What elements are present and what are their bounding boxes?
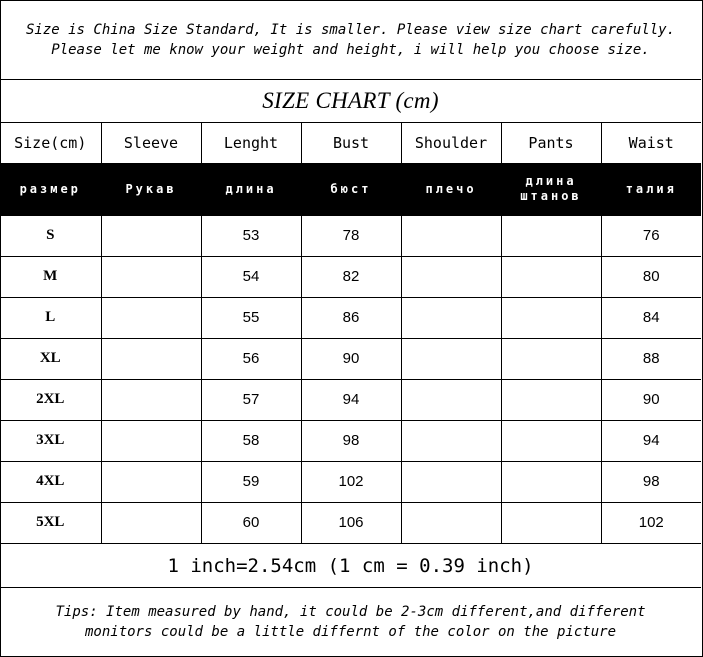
cell-waist: 84	[601, 297, 701, 338]
cell-pants	[501, 379, 601, 420]
cell-size: 5XL	[0, 502, 101, 543]
cell-waist: 98	[601, 461, 701, 502]
header-bust: Bust	[301, 123, 401, 163]
cell-pants	[501, 256, 601, 297]
size-standard-note	[0, 0, 701, 80]
cell-sleeve	[101, 297, 201, 338]
cell-sleeve	[101, 215, 201, 256]
cell-sleeve	[101, 379, 201, 420]
cell-length: 59	[201, 461, 301, 502]
cell-length: 53	[201, 215, 301, 256]
header-ru-pants: длина штанов	[501, 163, 601, 215]
tips-line-2: monitors could be a little differnt of the color on the picture	[84, 623, 616, 640]
cell-bust: 98	[301, 420, 401, 461]
tips-line-1: Tips: Item measured by hand, it could be 2-3cm different,and different	[55, 603, 646, 620]
note-line-2: Please let me know your weight and height, i will help you choose size.	[51, 41, 650, 58]
header-ru-bust: бюст	[301, 163, 401, 215]
table-row	[0, 502, 701, 543]
cell-shoulder	[401, 420, 501, 461]
cell-length: 58	[201, 420, 301, 461]
cell-size: M	[0, 256, 101, 297]
cell-waist: 94	[601, 420, 701, 461]
cell-waist: 88	[601, 338, 701, 379]
cell-bust: 78	[301, 215, 401, 256]
cell-pants	[501, 461, 601, 502]
header-sleeve: Sleeve	[101, 123, 201, 163]
cell-size: 4XL	[0, 461, 101, 502]
table-row	[0, 256, 701, 297]
table-row	[0, 420, 701, 461]
cell-shoulder	[401, 502, 501, 543]
header-ru-waist: талия	[601, 163, 701, 215]
table-row	[0, 379, 701, 420]
header-ru-size: размер	[0, 163, 101, 215]
cell-bust: 82	[301, 256, 401, 297]
chart-title: SIZE CHART (cm)	[0, 80, 701, 123]
cell-length: 57	[201, 379, 301, 420]
table-row	[0, 297, 701, 338]
cell-pants	[501, 297, 601, 338]
cell-length: 54	[201, 256, 301, 297]
header-ru-shoulder: плечо	[401, 163, 501, 215]
cell-bust: 106	[301, 502, 401, 543]
cell-bust: 90	[301, 338, 401, 379]
cell-waist: 102	[601, 502, 701, 543]
cell-size: S	[0, 215, 101, 256]
unit-conversion: 1 inch=2.54cm (1 cm = 0.39 inch)	[0, 543, 701, 588]
cell-sleeve	[101, 256, 201, 297]
cell-bust: 102	[301, 461, 401, 502]
cell-pants	[501, 420, 601, 461]
header-shoulder: Shoulder	[401, 123, 501, 163]
header-row-russian	[0, 163, 701, 215]
cell-shoulder	[401, 461, 501, 502]
cell-size: L	[0, 297, 101, 338]
cell-sleeve	[101, 461, 201, 502]
cell-sleeve	[101, 338, 201, 379]
cell-size: 3XL	[0, 420, 101, 461]
cell-bust: 94	[301, 379, 401, 420]
table-row	[0, 338, 701, 379]
table-row	[0, 215, 701, 256]
cell-shoulder	[401, 338, 501, 379]
cell-waist: 90	[601, 379, 701, 420]
note-line-1: Size is China Size Standard, It is smaller. Please view size chart carefully.	[25, 21, 675, 38]
header-waist: Waist	[601, 123, 701, 163]
cell-shoulder	[401, 297, 501, 338]
cell-waist: 80	[601, 256, 701, 297]
cell-sleeve	[101, 420, 201, 461]
cell-length: 56	[201, 338, 301, 379]
cell-shoulder	[401, 256, 501, 297]
cell-size: 2XL	[0, 379, 101, 420]
cell-pants	[501, 502, 601, 543]
cell-shoulder	[401, 379, 501, 420]
cell-shoulder	[401, 215, 501, 256]
cell-pants	[501, 338, 601, 379]
header-ru-sleeve: Рукав	[101, 163, 201, 215]
cell-size: XL	[0, 338, 101, 379]
table-row	[0, 461, 701, 502]
header-ru-length: длина	[201, 163, 301, 215]
header-length: Lenght	[201, 123, 301, 163]
size-table	[0, 123, 701, 544]
cell-length: 60	[201, 502, 301, 543]
header-pants: Pants	[501, 123, 601, 163]
cell-pants	[501, 215, 601, 256]
cell-sleeve	[101, 502, 201, 543]
cell-waist: 76	[601, 215, 701, 256]
cell-bust: 86	[301, 297, 401, 338]
header-row-english	[0, 123, 701, 163]
header-size: Size(cm)	[0, 123, 101, 163]
tips-note	[0, 588, 701, 655]
cell-length: 55	[201, 297, 301, 338]
